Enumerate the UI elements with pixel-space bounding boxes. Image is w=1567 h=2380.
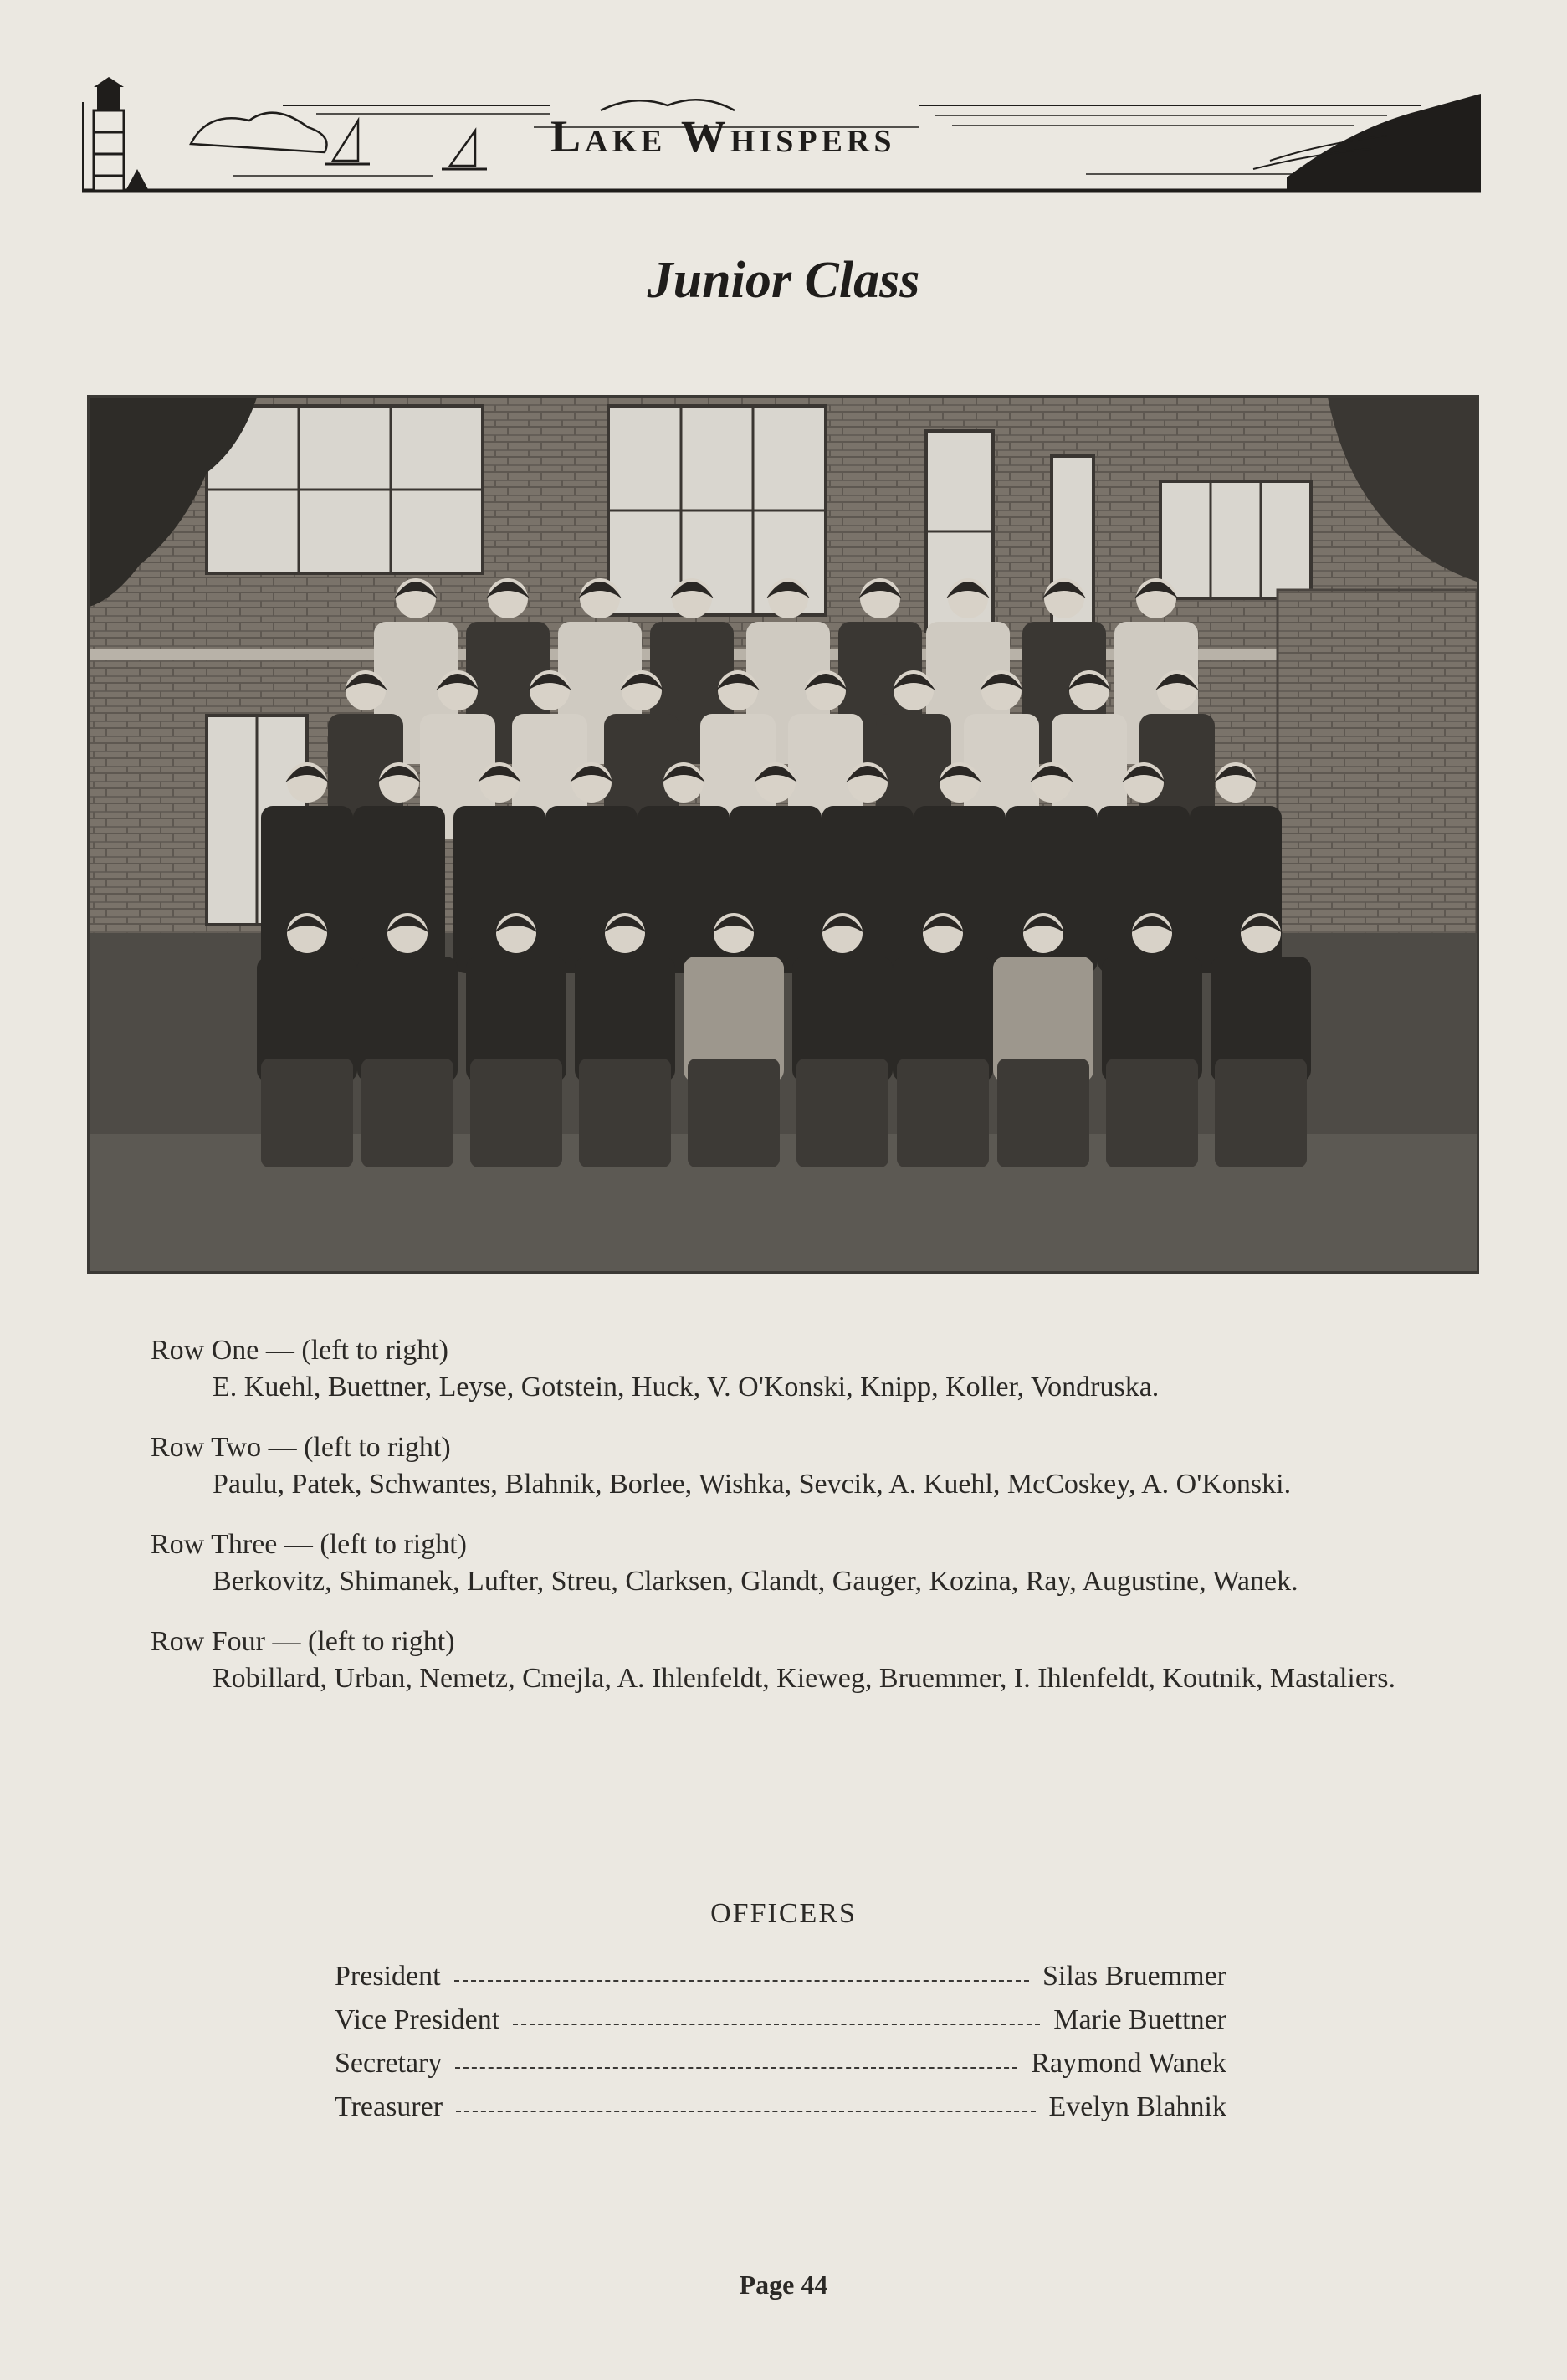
- row-one: [151, 1332, 1422, 1406]
- row-two: [151, 1429, 1422, 1503]
- person-legs: [261, 1059, 353, 1167]
- officer-role: President: [335, 1961, 441, 1992]
- person-legs: [997, 1059, 1089, 1167]
- page-number: Page 44: [739, 2270, 828, 2300]
- officer-vice-president: [335, 1998, 1226, 2042]
- row-three: [151, 1526, 1422, 1600]
- row-listing: [151, 1332, 1422, 1721]
- row-four: [151, 1623, 1422, 1697]
- officer-secretary: [335, 2042, 1226, 2085]
- class-photo: [87, 395, 1479, 1274]
- officer-role: Vice President: [335, 2004, 500, 2035]
- officers-list: [335, 1955, 1226, 2129]
- row-names: E. Kuehl, Buettner, Leyse, Gotstein, Huck, V. O'Konski, Knipp, Koller, Vondruska.: [213, 1372, 1160, 1403]
- officer-name: Raymond Wanek: [1031, 2048, 1226, 2079]
- officer-name: Evelyn Blahnik: [1048, 2091, 1226, 2122]
- officer-treasurer: [335, 2085, 1226, 2129]
- person-legs: [796, 1059, 888, 1167]
- dotted-leader: [513, 2024, 1040, 2025]
- sailboat-icon: [442, 131, 487, 169]
- officer-name: Marie Buettner: [1053, 2004, 1226, 2035]
- person-legs: [579, 1059, 671, 1167]
- row-label: Row Two — (left to right): [151, 1432, 451, 1463]
- row-names: Robillard, Urban, Nemetz, Cmejla, A. Ihlenfeldt, Kieweg, Bruemmer, I. Ihlenfeldt, Koutnik, Mastaliers.: [213, 1663, 1395, 1694]
- row-label: Row Three — (left to right): [151, 1529, 468, 1560]
- row-names: Paulu, Patek, Schwantes, Blahnik, Borlee, Wishka, Sevcik, A. Kuehl, McCoskey, A. O'Konski.: [213, 1469, 1292, 1500]
- person-legs: [470, 1059, 562, 1167]
- officer-role: Secretary: [335, 2048, 443, 2079]
- class-photo-icon: [90, 398, 1477, 1271]
- row-names: Berkovitz, Shimanek, Lufter, Streu, Clarksen, Glandt, Gauger, Kozina, Ray, Augustine, Wanek.: [213, 1566, 1298, 1597]
- officers-title: OFFICERS: [710, 1898, 857, 1929]
- row-label: Row One — (left to right): [151, 1335, 448, 1366]
- person-legs: [1106, 1059, 1198, 1167]
- header-title: Lake Whispers: [550, 111, 896, 162]
- officer-name: Silas Bruemmer: [1042, 1961, 1226, 1992]
- lighthouse-icon: [94, 77, 149, 191]
- person-legs: [1215, 1059, 1307, 1167]
- officer-president: [335, 1955, 1226, 1998]
- dotted-leader: [455, 2067, 1017, 2069]
- person-legs: [688, 1059, 780, 1167]
- dotted-leader: [454, 1980, 1029, 1982]
- person-legs: [361, 1059, 453, 1167]
- person-legs: [897, 1059, 989, 1167]
- page-title: Junior Class: [647, 252, 920, 309]
- row-label: Row Four — (left to right): [151, 1626, 455, 1657]
- sailboat-icon: [325, 121, 370, 164]
- officer-role: Treasurer: [335, 2091, 443, 2122]
- header-banner: [82, 77, 1481, 194]
- dotted-leader: [456, 2111, 1035, 2112]
